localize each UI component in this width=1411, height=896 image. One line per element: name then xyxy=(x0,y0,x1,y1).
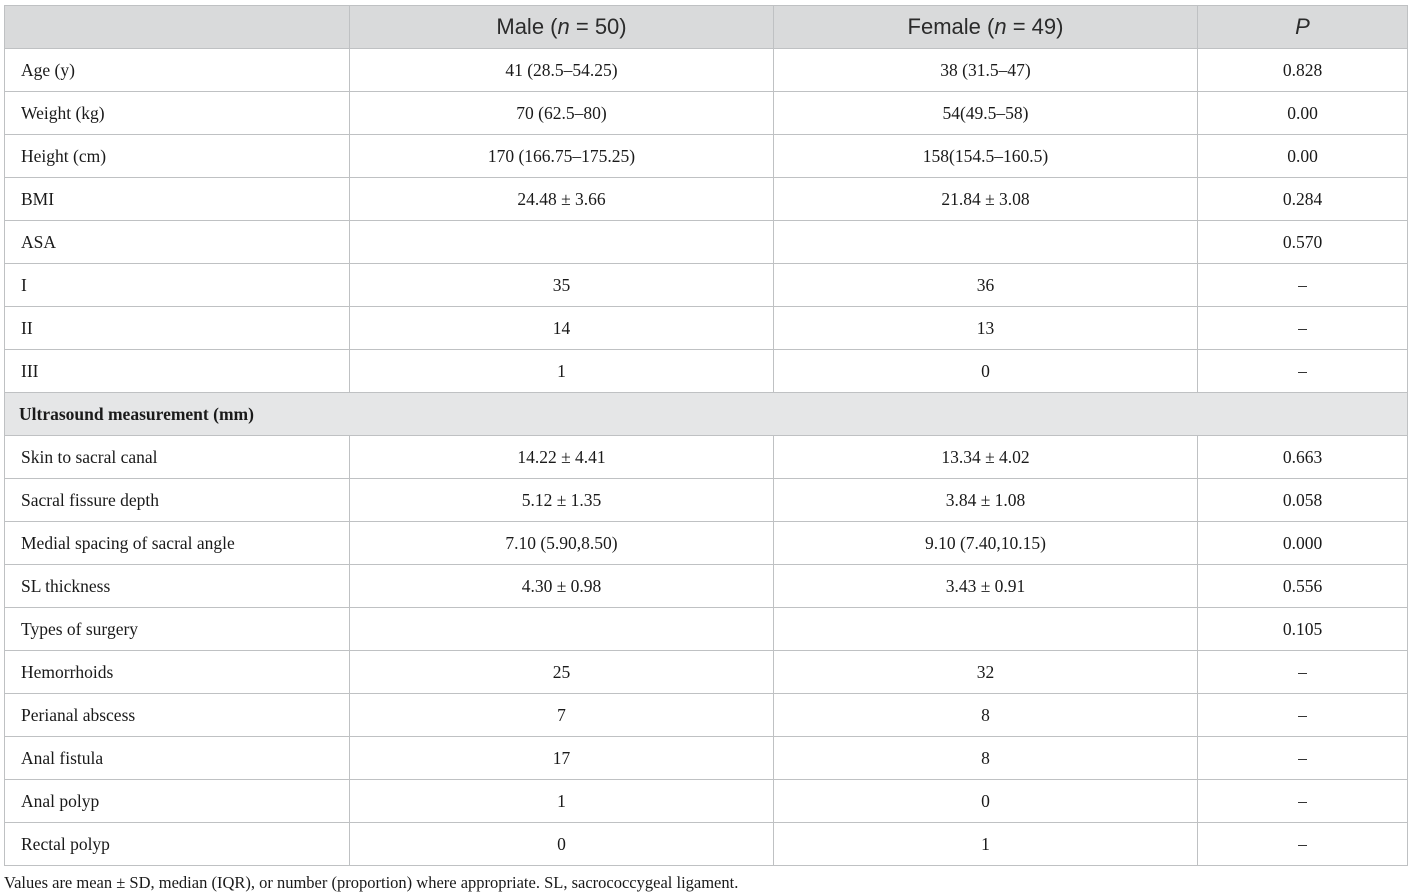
female-value: 36 xyxy=(774,264,1198,307)
row-label: Perianal abscess xyxy=(5,694,350,737)
male-value: 7.10 (5.90,8.50) xyxy=(350,522,774,565)
male-value: 17 xyxy=(350,737,774,780)
p-value: 0.663 xyxy=(1198,436,1408,479)
header-male: Male (n = 50) xyxy=(350,6,774,49)
female-value: 9.10 (7.40,10.15) xyxy=(774,522,1198,565)
female-value: 8 xyxy=(774,694,1198,737)
table-row xyxy=(5,92,1408,135)
p-value: – xyxy=(1198,307,1408,350)
table-row xyxy=(5,565,1408,608)
row-label: Sacral fissure depth xyxy=(5,479,350,522)
male-value: 14 xyxy=(350,307,774,350)
male-value xyxy=(350,221,774,264)
p-value: 0.00 xyxy=(1198,135,1408,178)
female-value xyxy=(774,221,1198,264)
row-label: Anal polyp xyxy=(5,780,350,823)
row-label: Hemorrhoids xyxy=(5,651,350,694)
p-value: 0.000 xyxy=(1198,522,1408,565)
table-row xyxy=(5,178,1408,221)
p-value: – xyxy=(1198,780,1408,823)
female-value xyxy=(774,608,1198,651)
male-value: 5.12 ± 1.35 xyxy=(350,479,774,522)
table-row xyxy=(5,522,1408,565)
row-label: Weight (kg) xyxy=(5,92,350,135)
male-value: 70 (62.5–80) xyxy=(350,92,774,135)
p-value: 0.284 xyxy=(1198,178,1408,221)
row-label: ASA xyxy=(5,221,350,264)
male-value: 170 (166.75–175.25) xyxy=(350,135,774,178)
female-value: 158(154.5–160.5) xyxy=(774,135,1198,178)
row-label: III xyxy=(5,350,350,393)
p-value: – xyxy=(1198,694,1408,737)
row-label: Age (y) xyxy=(5,49,350,92)
table-row xyxy=(5,694,1408,737)
table-row xyxy=(5,49,1408,92)
row-label: Anal fistula xyxy=(5,737,350,780)
row-label: Rectal polyp xyxy=(5,823,350,866)
female-value: 13 xyxy=(774,307,1198,350)
table-row xyxy=(5,307,1408,350)
header-female: Female (n = 49) xyxy=(774,6,1198,49)
male-value: 25 xyxy=(350,651,774,694)
female-value: 54(49.5–58) xyxy=(774,92,1198,135)
table-body xyxy=(5,49,1408,866)
female-value: 3.84 ± 1.08 xyxy=(774,479,1198,522)
p-value: – xyxy=(1198,651,1408,694)
p-value: 0.058 xyxy=(1198,479,1408,522)
table-row xyxy=(5,479,1408,522)
female-value: 3.43 ± 0.91 xyxy=(774,565,1198,608)
male-value: 24.48 ± 3.66 xyxy=(350,178,774,221)
male-value: 4.30 ± 0.98 xyxy=(350,565,774,608)
table-row xyxy=(5,651,1408,694)
table-row xyxy=(5,350,1408,393)
p-value: – xyxy=(1198,737,1408,780)
table-row xyxy=(5,264,1408,307)
p-value: – xyxy=(1198,264,1408,307)
p-value: 0.556 xyxy=(1198,565,1408,608)
table-row xyxy=(5,436,1408,479)
table-row xyxy=(5,221,1408,264)
header-empty-cell xyxy=(5,6,350,49)
header-row xyxy=(5,6,1408,49)
female-value: 0 xyxy=(774,350,1198,393)
male-value: 7 xyxy=(350,694,774,737)
female-value: 0 xyxy=(774,780,1198,823)
male-value xyxy=(350,608,774,651)
male-value: 35 xyxy=(350,264,774,307)
row-label: BMI xyxy=(5,178,350,221)
row-label: I xyxy=(5,264,350,307)
male-value: 1 xyxy=(350,350,774,393)
female-value: 21.84 ± 3.08 xyxy=(774,178,1198,221)
p-value: – xyxy=(1198,350,1408,393)
row-label: Types of surgery xyxy=(5,608,350,651)
male-value: 0 xyxy=(350,823,774,866)
table-header xyxy=(5,6,1408,49)
table-row xyxy=(5,737,1408,780)
male-value: 41 (28.5–54.25) xyxy=(350,49,774,92)
table-row xyxy=(5,135,1408,178)
section-label: Ultrasound measurement (mm) xyxy=(5,393,1408,436)
section-row xyxy=(5,393,1408,436)
table-footnote: Values are mean ± SD, median (IQR), or number (proportion) where appropriate. SL, sacrococcygeal ligament. xyxy=(4,873,739,892)
male-value: 14.22 ± 4.41 xyxy=(350,436,774,479)
female-value: 8 xyxy=(774,737,1198,780)
row-label: Skin to sacral canal xyxy=(5,436,350,479)
p-value: 0.828 xyxy=(1198,49,1408,92)
row-label: Height (cm) xyxy=(5,135,350,178)
table-row xyxy=(5,823,1408,866)
female-value: 38 (31.5–47) xyxy=(774,49,1198,92)
female-value: 13.34 ± 4.02 xyxy=(774,436,1198,479)
row-label: SL thickness xyxy=(5,565,350,608)
table-row xyxy=(5,608,1408,651)
p-value: 0.00 xyxy=(1198,92,1408,135)
header-p-value: P xyxy=(1198,6,1408,49)
p-value: 0.570 xyxy=(1198,221,1408,264)
p-value: 0.105 xyxy=(1198,608,1408,651)
p-value: – xyxy=(1198,823,1408,866)
demographics-table xyxy=(4,5,1408,866)
row-label: Medial spacing of sacral angle xyxy=(5,522,350,565)
male-value: 1 xyxy=(350,780,774,823)
female-value: 1 xyxy=(774,823,1198,866)
female-value: 32 xyxy=(774,651,1198,694)
row-label: II xyxy=(5,307,350,350)
table-row xyxy=(5,780,1408,823)
